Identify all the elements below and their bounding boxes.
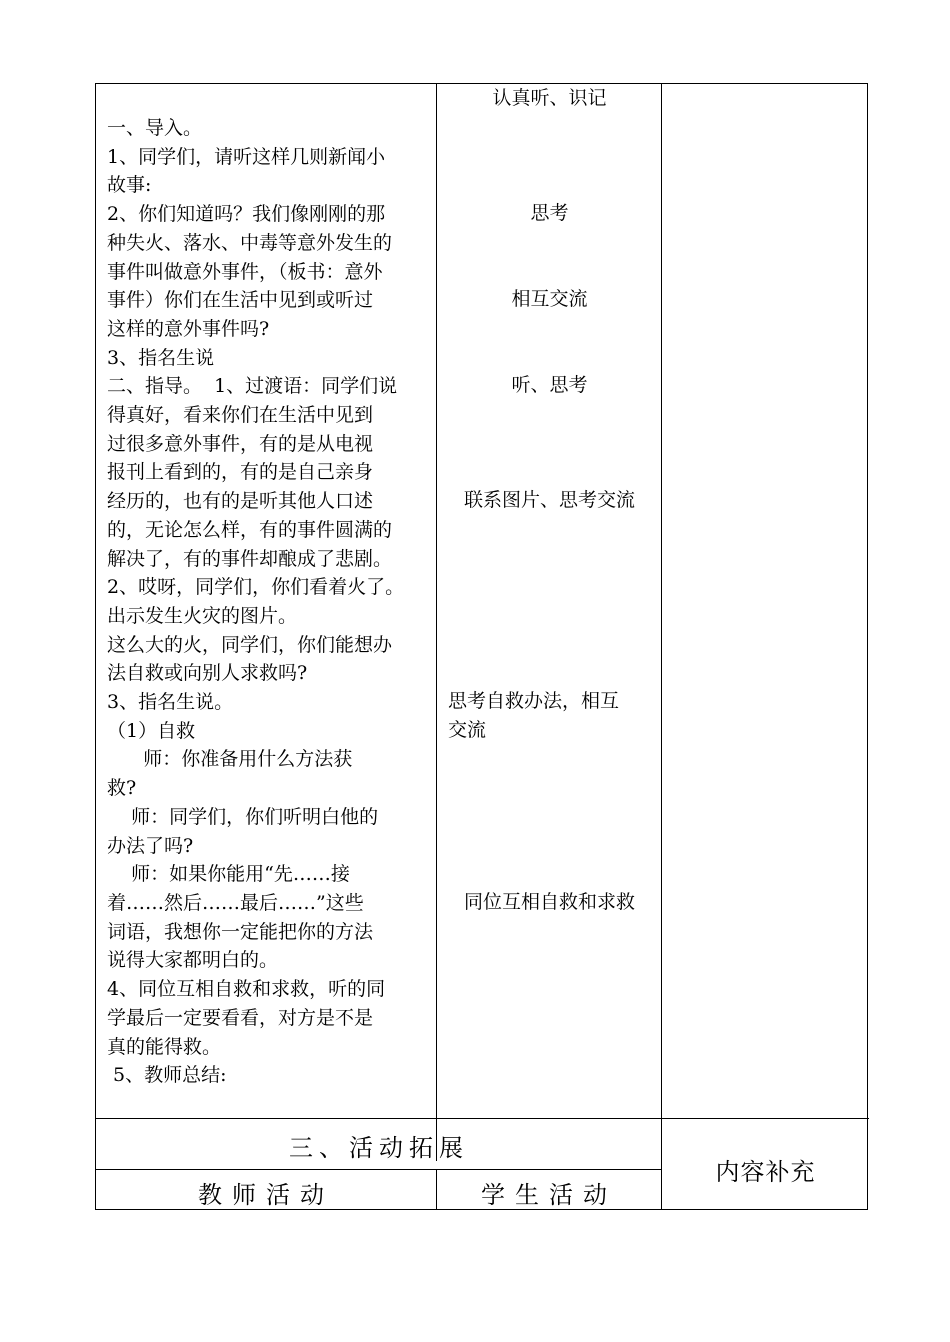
- teacher-activity-text: [107, 114, 427, 1090]
- teacher-line: 4、同位互相自救和求救，听的同: [107, 978, 386, 1001]
- teacher-line: 报刊上看到的，有的是自己亲身: [107, 461, 374, 484]
- teacher-line: 事件叫做意外事件，（板书：意外: [107, 260, 383, 283]
- teacher-line: 这样的意外事件吗?: [107, 317, 270, 340]
- teacher-line: 说得大家都明白的。: [107, 949, 279, 972]
- teacher-line: 二、指导。 1、过渡语：同学们说: [107, 375, 398, 398]
- student-activity-7: 同位互相自救和求救: [463, 891, 635, 913]
- row-divider-1: [96, 1118, 869, 1119]
- student-activity-4: 听、思考: [511, 374, 588, 396]
- teacher-line: 办法了吗?: [107, 834, 194, 857]
- teacher-line: 的，无论怎么样，有的事件圆满的: [107, 518, 393, 541]
- teacher-line: 法自救或向别人求救吗?: [107, 662, 308, 685]
- teacher-line: 学最后一定要看看，对方是不是: [107, 1006, 374, 1029]
- column-divider-2: [661, 84, 662, 1210]
- teacher-line: 故事:: [107, 174, 152, 197]
- teacher-line: 事件）你们在生活中见到或听过: [107, 289, 374, 312]
- student-activity-6: [448, 687, 658, 744]
- teacher-line: 2、你们知道吗？我们像刚刚的那: [107, 203, 386, 226]
- teacher-line: 过很多意外事件，有的是从电视: [107, 432, 374, 455]
- content-supplement-header: 内容补充: [715, 1158, 816, 1186]
- row-divider-2: [96, 1169, 662, 1170]
- teacher-line: 解决了，有的事件却酿成了悲剧。: [107, 547, 393, 570]
- column-divider-1: [436, 84, 437, 1161]
- teacher-line: 出示发生火灾的图片。: [107, 604, 298, 627]
- teacher-line: 种失火、落水、中毒等意外发生的: [107, 231, 393, 254]
- student-activity-2: 思考: [530, 202, 569, 224]
- student-activity-3: 相互交流: [511, 288, 588, 310]
- teacher-line: 5、教师总结:: [107, 1064, 227, 1087]
- teacher-line: 真的能得救。: [107, 1035, 222, 1058]
- section-title: 三、活动拓展: [289, 1134, 469, 1162]
- teacher-line: 救?: [107, 777, 137, 800]
- teacher-line: 3、指名生说。: [107, 691, 234, 714]
- student-activity-6-line2: 交流: [448, 718, 487, 741]
- teacher-line: 着……然后……最后……”这些: [107, 891, 364, 914]
- teacher-line: 师：同学们，你们听明白他的: [107, 805, 379, 828]
- teacher-line: 2、哎呀，同学们，你们看着火了。: [107, 576, 405, 599]
- student-activity-6-line1: 思考自救办法，相互: [448, 690, 620, 712]
- teacher-activity-header: 教师活动: [198, 1181, 334, 1209]
- teacher-line: 词语，我想你一定能把你的方法: [107, 920, 374, 943]
- student-activity-1: 认真听、识记: [492, 87, 607, 109]
- teacher-line: 3、指名生说: [107, 346, 215, 369]
- teacher-line: 得真好，看来你们在生活中见到: [107, 404, 374, 427]
- student-activity-header: 学生活动: [481, 1181, 617, 1209]
- teacher-line: 一、导入。: [107, 117, 203, 139]
- teacher-line: 1、同学们，请听这样几则新闻小: [107, 145, 386, 168]
- teacher-line: 经历的，也有的是听其他人口述: [107, 490, 374, 513]
- lesson-plan-table: [95, 83, 868, 1210]
- teacher-line: 师：你准备用什么方法获: [107, 748, 353, 771]
- teacher-line: （1）自救: [107, 719, 196, 742]
- student-activity-5: 联系图片、思考交流: [463, 489, 635, 511]
- teacher-line: 师：如果你能用“先……接: [107, 863, 350, 886]
- teacher-line: 这么大的火，同学们，你们能想办: [107, 633, 393, 656]
